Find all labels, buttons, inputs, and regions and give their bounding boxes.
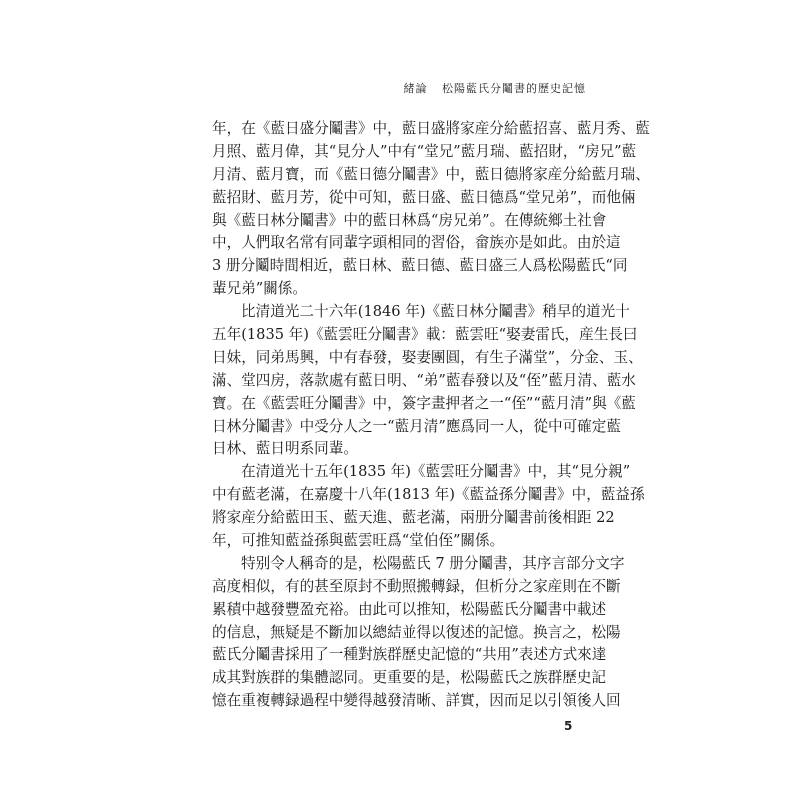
- text-line: 累積中越發豐盈充裕。由此可以推知，松陽藍氏分鬮書中載述: [212, 600, 607, 618]
- paragraph: [212, 461, 645, 553]
- text-line: 憶在重複轉録過程中變得越發清晰、詳實，因而足以引領後人回: [212, 692, 621, 710]
- text-line: 月照、藍月偉，其“見分人”中有“堂兄”藍月瑞、藍招財，“房兄”藍: [212, 142, 637, 160]
- paragraph: [212, 301, 643, 461]
- text-line: 月清、藍月寶，而《藍日德分鬮書》中，藍日德將家産分給藍月瑞、: [212, 165, 650, 183]
- paragraph: [212, 553, 625, 713]
- text-line: 日林分鬮書》中受分人之一“藍月清”應爲同一人，從中可確定藍: [212, 417, 621, 435]
- text-line: 藍招財、藍月芳，從中可知，藍日盛、藍日德爲“堂兄弟”，而他倆: [212, 188, 636, 206]
- header-section: 緒論: [403, 82, 428, 95]
- text-line: 在清道光十五年(1835 年)《藍雲旺分鬮書》中，其“見分親”: [241, 463, 631, 481]
- text-line: 將家産分給藍田玉、藍天進、藍老滿，兩册分鬮書前後相距 22: [212, 509, 615, 527]
- text-line: 成其對族群的集體認同。更重要的是，松陽藍氏之族群歷史記: [212, 669, 607, 687]
- text-line: 藍氏分鬮書採用了一種對族群歷史記憶的“共用”表述方式來達: [212, 646, 607, 664]
- paragraph: [212, 118, 650, 301]
- text-line: 年，在《藍日盛分鬮書》中，藍日盛將家産分給藍招喜、藍月秀、藍: [212, 120, 650, 137]
- text-line: 日林、藍日明系同輩。: [212, 440, 358, 458]
- text-line: 五年(1835 年)《藍雲旺分鬮書》載：藍雲旺“娶妻雷氏，産生長曰: [212, 326, 638, 344]
- text-line: 高度相似，有的甚至原封不動照搬轉録，但析分之家産則在不斷: [212, 577, 621, 595]
- text-line: 比清道光二十六年(1846 年)《藍日林分鬮書》稍早的道光十: [241, 303, 630, 321]
- text-line: 的信息，無疑是不斷加以總結並得以復述的記憶。换言之，松陽: [212, 623, 621, 641]
- text-line: 與《藍日林分鬮書》中的藍日林爲“房兄弟”。在傳統鄉土社會: [212, 211, 607, 229]
- text-line: 年，可推知藍益孫與藍雲旺爲“堂伯侄”關係。: [212, 532, 505, 550]
- text-line: 日妹，同弟馬興，中有春發，娶妻團圓，有生子滿堂”，分金、玉、: [212, 348, 643, 366]
- text-line: 中，人們取名常有同輩字頭相同的習俗，畲族亦是如此。由於這: [212, 234, 621, 252]
- text-line: 滿、堂四房，落款處有藍日明、“弟”藍春發以及“侄”藍月清、藍水: [212, 371, 636, 389]
- text-line: 3 册分鬮時間相近，藍日林、藍日德、藍日盛三人爲松陽藍氏“同: [212, 257, 628, 275]
- text-line: 寶。在《藍雲旺分鬮書》中，簽字畫押者之一“侄”“藍月清”與《藍: [212, 394, 636, 412]
- page-number: 5: [564, 719, 573, 733]
- running-header: [404, 80, 587, 96]
- text-line: 特别令人稱奇的是，松陽藍氏 7 册分鬮書，其序言部分文字: [241, 554, 625, 572]
- text-line: 中有藍老滿，在嘉慶十八年(1813 年)《藍益孫分鬮書》中，藍益孫: [212, 486, 645, 504]
- text-line: 輩兄弟”關係。: [212, 280, 308, 298]
- header-title: 松陽藍氏分鬮書的歷史記憶: [442, 82, 586, 95]
- body-text: [212, 118, 650, 713]
